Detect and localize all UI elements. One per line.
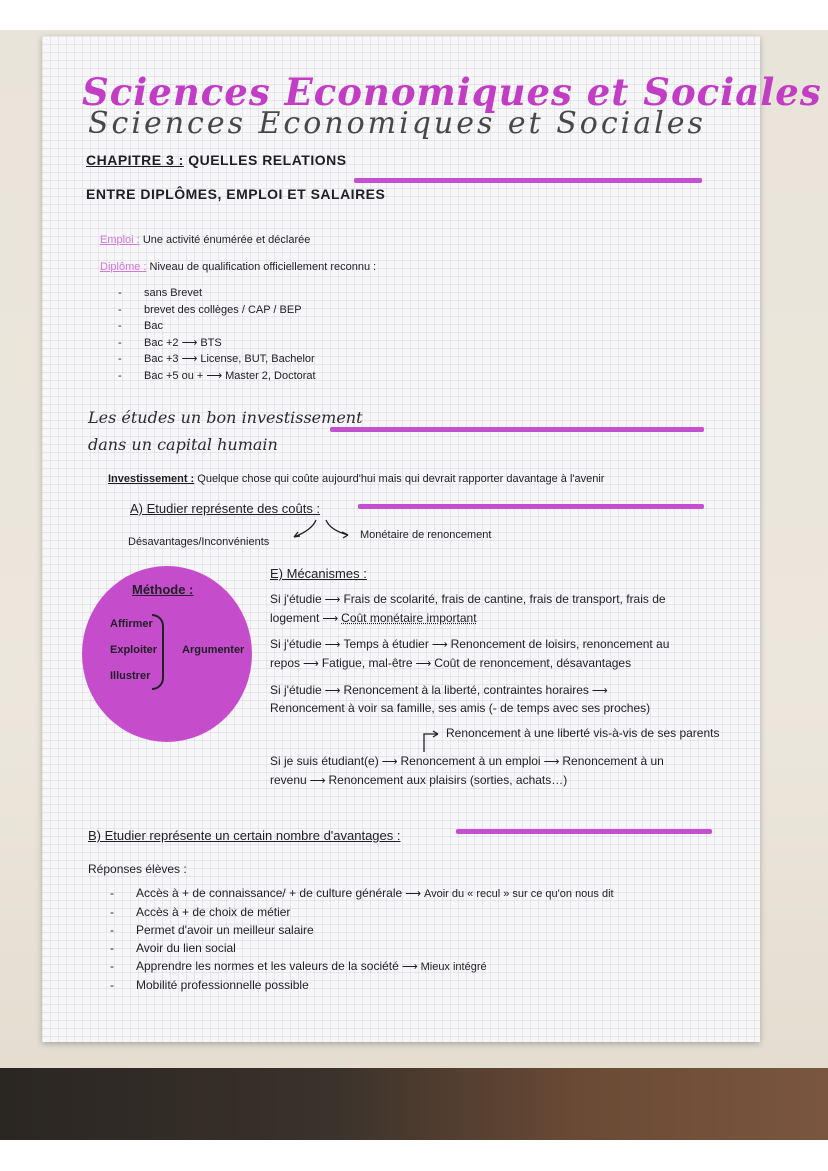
arrow-icon: ⟶ (401, 961, 418, 973)
mechanism-line: Renoncement à une liberté vis-à-vis de ses parents (446, 726, 720, 740)
arrow-icon: ⟶ (381, 756, 398, 768)
list-item: - Accès à + de choix de métier (110, 903, 614, 921)
list-item: - Accès à + de connaissance/ + de culture générale ⟶ Avoir du « recul » sur ce qu'on nous dit (110, 884, 614, 903)
section-title-line2: dans un capital humain (88, 435, 278, 454)
definition-diplome (100, 261, 376, 273)
arrow-icon: ⟶ (591, 685, 608, 697)
advantages-list (110, 884, 614, 994)
section-b-intro: Réponses élèves : (88, 862, 187, 876)
highlight-line (456, 829, 712, 834)
list-item: - brevet des collèges / CAP / BEP (118, 302, 316, 319)
arrow-icon: ⟶ (324, 639, 341, 651)
chapter-heading (86, 152, 347, 168)
costs-right: Monétaire de renoncement (360, 529, 492, 541)
list-item: - Bac +5 ou + ⟶ Master 2, Doctorat (118, 368, 316, 385)
chapter-title-line1: QUELLES RELATIONS (188, 152, 347, 168)
arrow-icon: ⟶ (543, 756, 560, 768)
arrow-icon: ⟶ (324, 685, 341, 697)
list-item: - Bac (118, 318, 316, 335)
methode-item: Exploiter (110, 644, 158, 656)
page-title: Sciences Economiques et Sociales (82, 70, 822, 114)
methode-item: Affirmer (110, 618, 153, 630)
definition-emploi (100, 234, 310, 246)
arrow-icon: ⟶ (309, 775, 326, 787)
definition-emploi-text: Une activité énumérée et déclarée (142, 234, 311, 246)
highlight-line (358, 504, 704, 509)
term-investissement: Investissement : (108, 473, 195, 485)
mechanism-line: Si j'étudie ⟶ Renoncement à la liberté, contraintes horaires ⟶ (270, 683, 608, 697)
definition-diplome-text: Niveau de qualification officiellement reconnu : (149, 261, 377, 273)
section-a-title: A) Etudier représente des coûts : (130, 501, 321, 516)
highlight-line (354, 178, 702, 183)
list-item: - Avoir du lien social (110, 939, 614, 957)
arrow-icon: ⟶ (206, 369, 223, 382)
diploma-list (118, 285, 316, 384)
notes-page (42, 36, 822, 1042)
term-emploi: Emploi : (100, 234, 140, 246)
list-item: - Apprendre les normes et les valeurs de la société ⟶ Mieux intégré (110, 957, 614, 976)
page-title-script: Sciences Economiques et Sociales (88, 106, 706, 141)
methode-title: Méthode : (132, 582, 194, 597)
mechanism-line: revenu ⟶ Renoncement aux plaisirs (sorties, achats…) (270, 773, 568, 787)
arrow-icon: ⟶ (431, 639, 448, 651)
chapter-title-line2: ENTRE DIPLÔMES, EMPLOI ET SALAIRES (86, 186, 386, 202)
methode-item: Illustrer (110, 670, 151, 682)
brace-icon (152, 614, 164, 690)
chapter-label: CHAPITRE 3 : (86, 152, 184, 168)
elbow-arrow-icon (420, 728, 440, 754)
arrow-icon: ⟶ (181, 336, 198, 349)
floor-background (0, 1068, 828, 1140)
arrow-icon: ⟶ (415, 658, 432, 670)
split-arrows-icon (286, 518, 358, 544)
mechanism-line: Si je suis étudiant(e) ⟶ Renoncement à un emploi ⟶ Renoncement à un (270, 754, 664, 768)
section-e-title: E) Mécanismes : (270, 566, 367, 581)
arrow-icon: ⟶ (324, 594, 341, 606)
list-item: - Bac +3 ⟶ License, BUT, Bachelor (118, 351, 316, 368)
methode-action: Argumenter (182, 644, 245, 656)
mechanism-line: Renoncement à voir sa famille, ses amis (- de temps avec ses proches) (270, 701, 651, 715)
arrow-icon: ⟶ (405, 888, 421, 900)
list-item: - sans Brevet (118, 285, 316, 302)
section-b-title: B) Etudier représente un certain nombre d'avantages : (88, 828, 401, 843)
list-item: - Bac +2 ⟶ BTS (118, 335, 316, 352)
arrow-icon: ⟶ (303, 658, 319, 670)
definition-investissement-text: Quelque chose qui coûte aujourd'hui mais qui devrait rapporter davantage à l'avenir (197, 473, 605, 485)
list-item: - Mobilité professionnelle possible (110, 976, 614, 994)
mechanism-line: Si j'étudie ⟶ Frais de scolarité, frais de cantine, frais de transport, frais de (270, 592, 666, 606)
arrow-icon: ⟶ (322, 613, 339, 625)
mechanism-line: logement ⟶ Coût monétaire important (270, 611, 477, 625)
mechanism-line: Si j'étudie ⟶ Temps à étudier ⟶ Renoncement de loisirs, renoncement au (270, 637, 670, 651)
list-item: - Permet d'avoir un meilleur salaire (110, 921, 614, 939)
mechanism-line: repos ⟶ Fatigue, mal-être ⟶ Coût de renoncement, désavantages (270, 656, 632, 670)
highlight-line (330, 427, 704, 432)
arrow-icon: ⟶ (181, 353, 198, 365)
definition-investissement (108, 473, 604, 485)
costs-left: Désavantages/Inconvénients (128, 536, 270, 548)
term-diplome: Diplôme : (100, 261, 147, 273)
section-title-line1: Les études un bon investissement (88, 408, 363, 427)
